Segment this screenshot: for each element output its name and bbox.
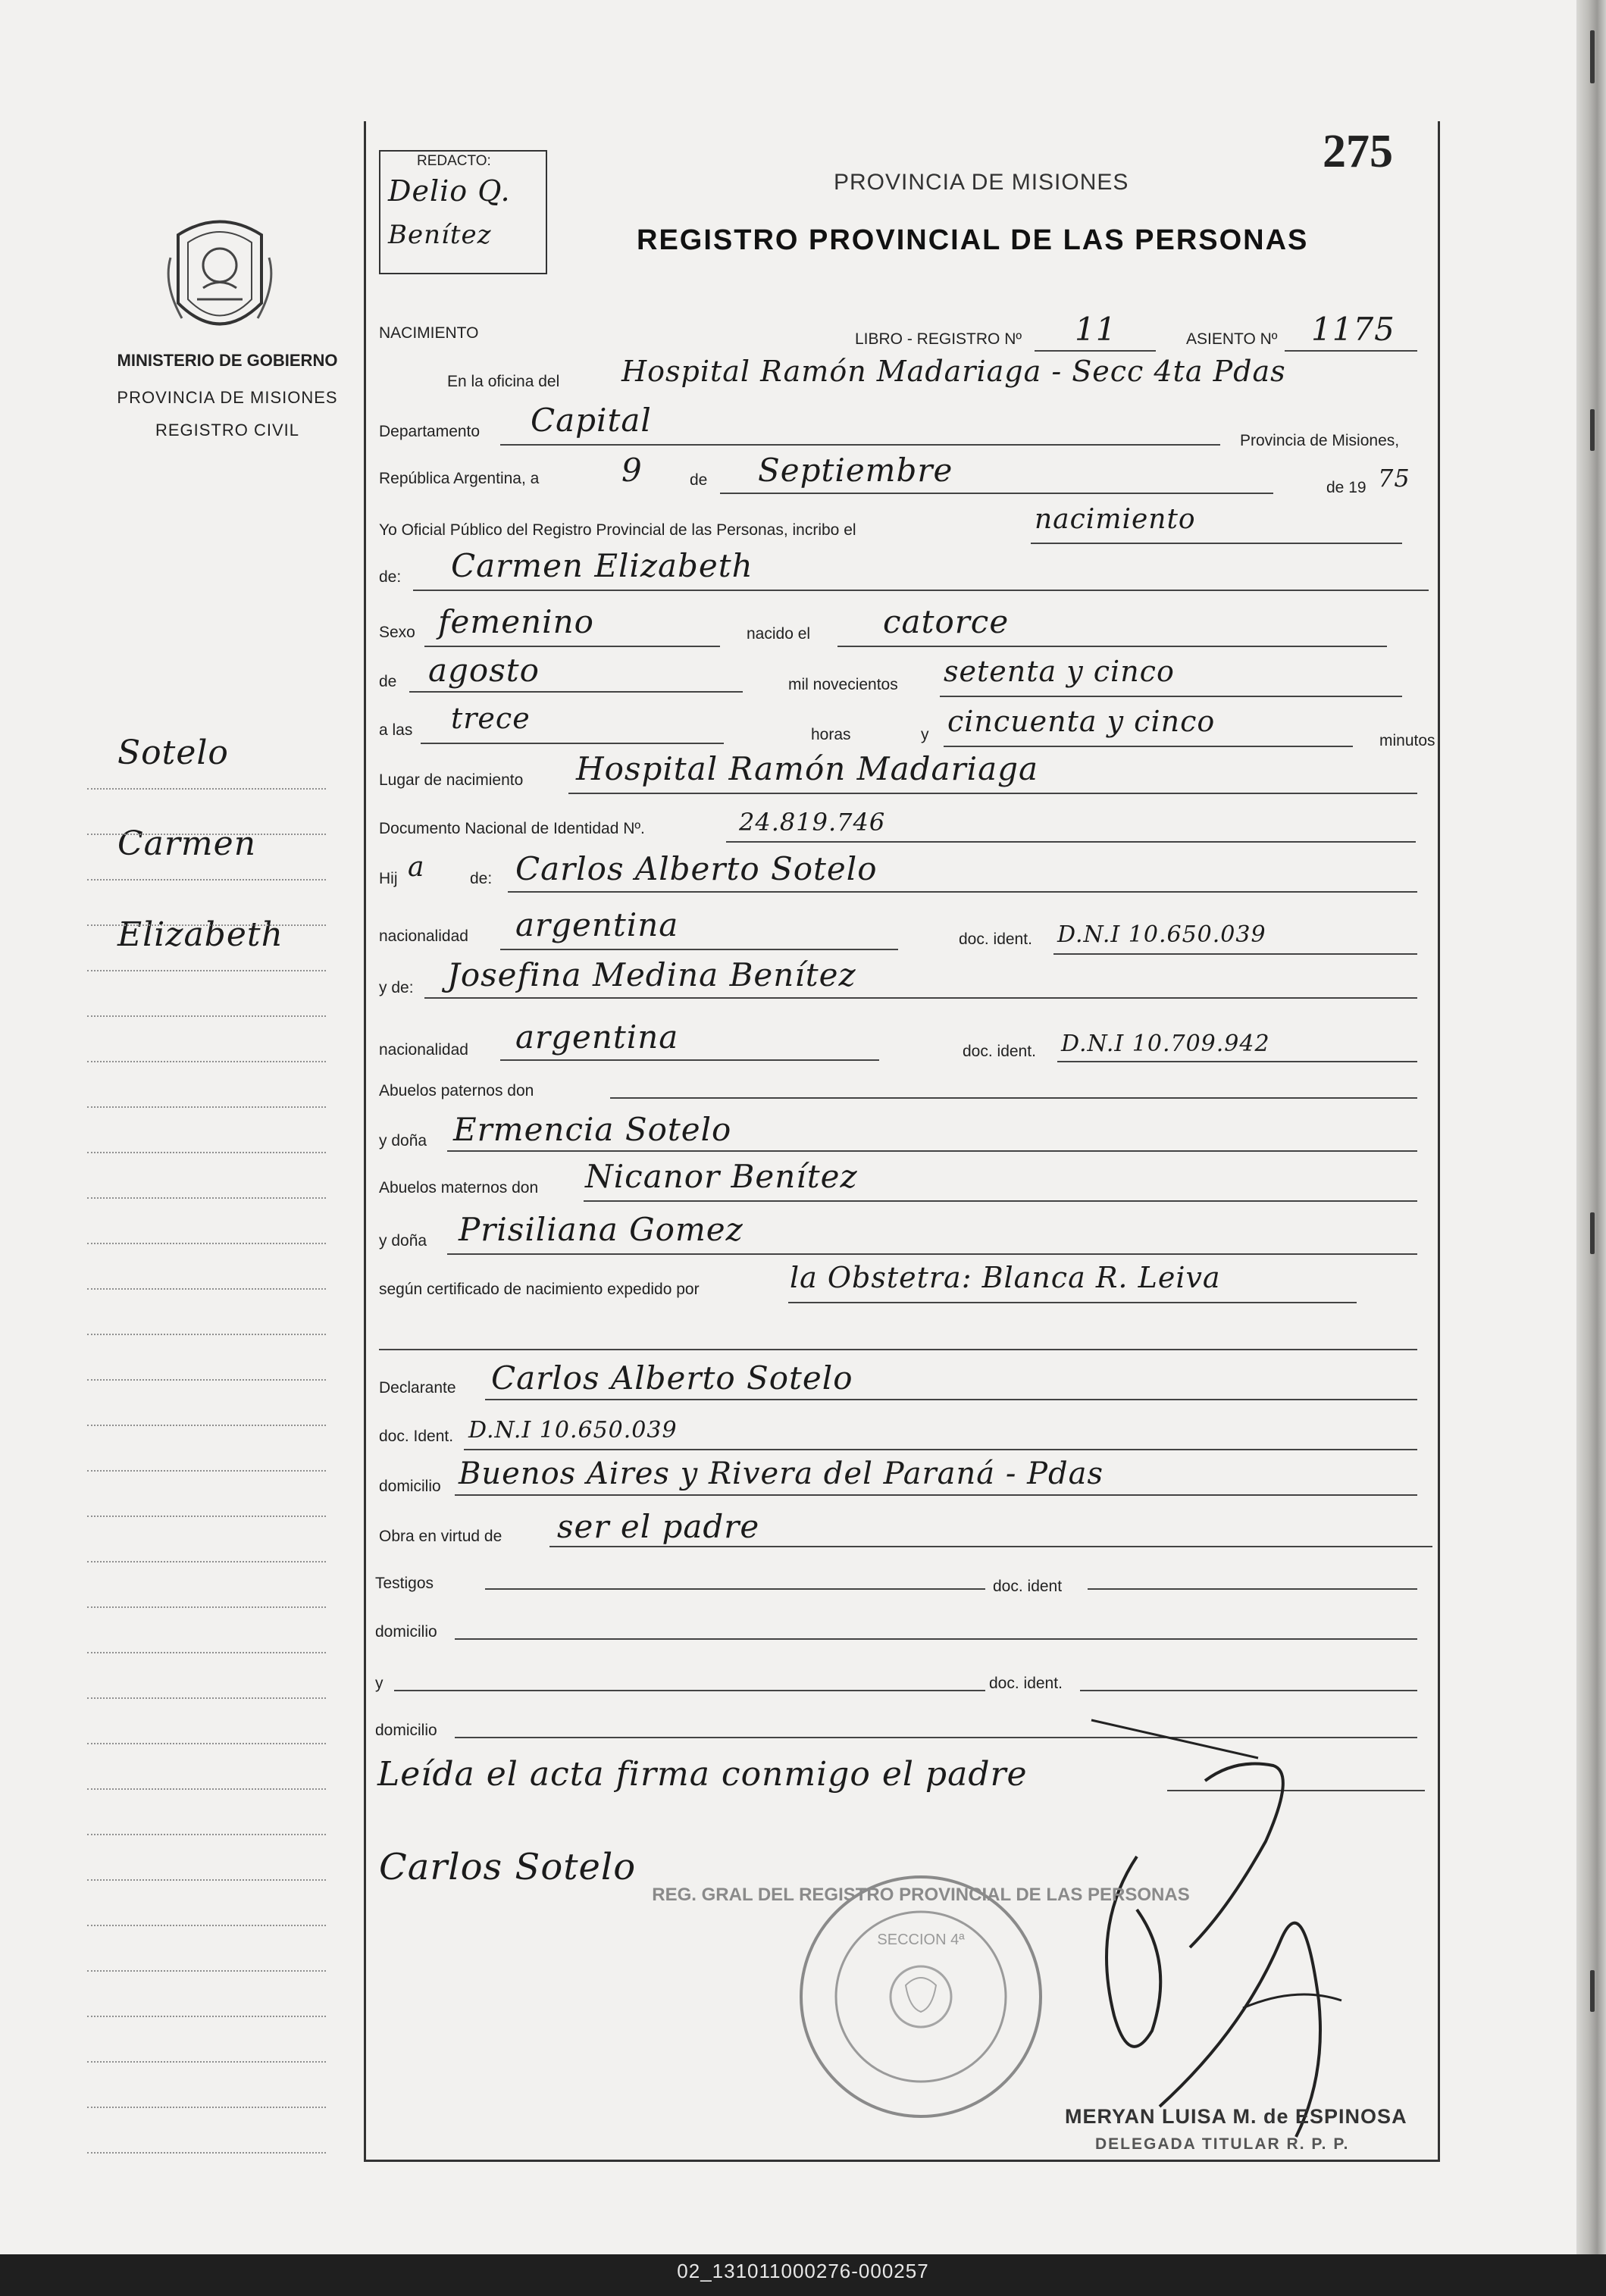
nacido-value: catorce: [883, 603, 1010, 640]
binder-mark: [1590, 409, 1595, 451]
abuelo-materno-underline: [584, 1200, 1417, 1202]
horas-underline: [421, 743, 724, 744]
doc-testigo-1-underline: [1088, 1588, 1417, 1590]
mes-nac-underline: [409, 691, 743, 693]
certificado-underline: [788, 1302, 1357, 1303]
documento-value: 24.819.746: [739, 808, 886, 837]
mes-nac-value: agosto: [428, 652, 540, 689]
declarante-value: Carlos Alberto Sotelo: [491, 1359, 853, 1397]
asiento-label: ASIENTO Nº: [1186, 330, 1278, 348]
testigos-label: Testigos: [375, 1575, 434, 1592]
binder-mark: [1590, 30, 1595, 83]
page-number: 275: [1323, 126, 1393, 177]
nacionalidad-madre-underline: [500, 1059, 879, 1061]
padre-underline: [508, 891, 1417, 893]
y-testigo-2-label: y: [375, 1675, 383, 1692]
oficina-label: En la oficina del: [447, 373, 560, 390]
departamento-underline: [500, 444, 1220, 446]
mes-underline: [720, 493, 1273, 494]
stamp-inner-text: SECCION 4ª: [877, 1932, 965, 1948]
stamp-ring-text: REG. GRAL DEL REGISTRO PROVINCIAL DE LAS PERSONAS: [652, 1885, 1190, 1905]
margin-line: [87, 1970, 326, 1972]
margin-line: [87, 1152, 326, 1153]
official-name: MERYAN LUISA M. de ESPINOSA: [1065, 2105, 1407, 2128]
y-de-label: y de:: [379, 979, 414, 996]
doc-ident-testigo-1-label: doc. ident: [993, 1578, 1063, 1595]
hijo-label: Hij: [379, 870, 398, 887]
redacto-handwriting: Benítez: [388, 220, 492, 250]
oficial-underline: [1031, 543, 1402, 544]
margin-line: [87, 1652, 326, 1653]
libro-underline: [1035, 350, 1156, 352]
departamento-value: Capital: [531, 402, 652, 439]
margin-line: [87, 834, 326, 835]
ministry-heading: MINISTERIO DE GOBIERNO: [117, 351, 338, 370]
redacto-box: [379, 150, 547, 274]
lugar-label: Lugar de nacimiento: [379, 771, 524, 789]
margin-line: [87, 1925, 326, 1926]
declarante-label: Declarante: [379, 1379, 456, 1397]
asiento-value: 1175: [1311, 311, 1395, 348]
mil-label: mil novecientos: [788, 676, 898, 693]
margin-line: [87, 2107, 326, 2108]
lugar-underline: [568, 793, 1417, 794]
margin-line: [87, 1379, 326, 1381]
minutos-underline: [944, 746, 1353, 747]
nacionalidad-madre-value: argentina: [515, 1018, 679, 1056]
abuelo-materno-value: Nicanor Benítez: [585, 1158, 858, 1195]
domicilio-underline: [455, 1494, 1417, 1496]
margin-line: [87, 1243, 326, 1244]
form-frame-right: [1438, 121, 1440, 2160]
de-label: de: [690, 471, 708, 489]
margin-line: [87, 1788, 326, 1790]
sexo-value: femenino: [438, 603, 594, 640]
abuelo-paterno-underline: [610, 1097, 1417, 1099]
doc-padre-underline: [1053, 953, 1417, 955]
doc-declarante-label: doc. Ident.: [379, 1428, 454, 1445]
a-las-label: a las: [379, 721, 413, 739]
doc-padre-value: D.N.I 10.650.039: [1057, 921, 1266, 948]
departamento-label: Departamento: [379, 423, 481, 440]
margin-line: [87, 1288, 326, 1290]
provincia-label: Provincia de Misiones,: [1240, 432, 1400, 449]
obra-value: ser el padre: [557, 1508, 760, 1545]
mil-underline: [940, 696, 1402, 697]
margin-line: [87, 1697, 326, 1699]
registry-subheading: REGISTRO CIVIL: [155, 421, 300, 439]
margin-line: [87, 1334, 326, 1335]
margin-line: [87, 2061, 326, 2063]
file-code: 02_131011000276-000257: [677, 2260, 929, 2282]
libro-value: 11: [1075, 311, 1117, 348]
margin-line: [87, 1516, 326, 1517]
registry-title: REGISTRO PROVINCIAL DE LAS PERSONAS: [637, 224, 1309, 256]
margin-line: [87, 1061, 326, 1062]
margin-line: [87, 924, 326, 926]
padre-value: Carlos Alberto Sotelo: [515, 850, 878, 887]
doc-ident-testigo-2-label: doc. ident.: [989, 1675, 1063, 1692]
obra-underline: [549, 1546, 1432, 1547]
margin-line: [87, 879, 326, 881]
hijo-de-label: de:: [470, 870, 493, 887]
margin-line: [87, 788, 326, 790]
margin-surname: Sotelo: [117, 734, 229, 772]
oficial-value: nacimiento: [1035, 504, 1196, 535]
horas-label: horas: [811, 726, 851, 743]
declarant-signature: Carlos Sotelo: [379, 1846, 637, 1888]
de-nombre-label: de:: [379, 568, 402, 586]
minutos-value: cincuenta y cinco: [947, 705, 1216, 738]
domicilio-value: Buenos Aires y Rivera del Paraná - Pdas: [459, 1456, 1104, 1491]
abuela-paterna-value: Ermencia Sotelo: [453, 1111, 732, 1148]
nacionalidad-padre-value: argentina: [515, 906, 679, 943]
mes-value: Septiembre: [758, 452, 953, 489]
libro-label: LIBRO - REGISTRO Nº: [855, 330, 1022, 348]
nombre-value: Carmen Elizabeth: [451, 547, 753, 584]
domicilio-testigo-2-label: domicilio: [375, 1722, 437, 1739]
minutos-label: minutos: [1379, 732, 1435, 749]
official-title: DELEGADA TITULAR R. P. P.: [1095, 2135, 1350, 2153]
doc-padre-label: doc. ident.: [959, 931, 1032, 948]
asiento-underline: [1285, 350, 1417, 352]
margin-line: [87, 1561, 326, 1562]
anio-prefix: de 19: [1326, 479, 1367, 496]
testigo-1-underline: [485, 1588, 985, 1590]
province-title: PROVINCIA DE MISIONES: [834, 170, 1129, 195]
nacido-underline: [837, 646, 1387, 647]
margin-line: [87, 1470, 326, 1472]
margin-line: [87, 970, 326, 971]
abuela-materna-value: Prisiliana Gomez: [459, 1211, 744, 1248]
abuelos-maternos-label: Abuelos maternos don: [379, 1179, 539, 1196]
official-stamp-icon: [652, 1872, 1190, 2122]
anio-value: 75: [1378, 464, 1410, 493]
coat-of-arms-icon: [159, 212, 280, 341]
lugar-value: Hospital Ramón Madariaga: [576, 750, 1039, 787]
margin-line: [87, 1743, 326, 1744]
madre-value: Josefina Medina Benítez: [447, 956, 856, 993]
oficina-value: Hospital Ramón Madariaga - Secc 4ta Pdas: [621, 355, 1286, 388]
republica-label: República Argentina, a: [379, 470, 540, 487]
y-dona-paterna-label: y doña: [379, 1132, 427, 1150]
doc-testigo-2-underline: [1080, 1690, 1417, 1691]
margin-line: [87, 2016, 326, 2017]
dia-value: 9: [621, 452, 643, 489]
de-mes-label: de: [379, 673, 397, 690]
doc-madre-value: D.N.I 10.709.942: [1061, 1031, 1270, 1057]
testigo-2-underline: [394, 1690, 985, 1691]
hijo-suffix: a: [408, 852, 425, 883]
margin-second-name: Elizabeth: [117, 915, 283, 954]
documento-underline: [726, 841, 1416, 843]
sexo-underline: [424, 646, 720, 647]
declarante-underline: [485, 1399, 1417, 1400]
nacionalidad-padre-underline: [500, 949, 898, 950]
form-frame-left: [364, 121, 366, 2160]
margin-line: [87, 1425, 326, 1426]
nombre-underline: [413, 590, 1429, 591]
margin-line: [87, 1879, 326, 1881]
redacto-label: REDACTO:: [417, 153, 491, 169]
certificado-label: según certificado de nacimiento expedido por: [379, 1281, 700, 1298]
y-label: y: [921, 726, 929, 743]
obra-label: Obra en virtud de: [379, 1528, 502, 1545]
doc-madre-label: doc. ident.: [963, 1043, 1036, 1060]
domicilio-label: domicilio: [379, 1478, 441, 1495]
madre-underline: [424, 997, 1417, 999]
margin-line: [87, 1106, 326, 1108]
binder-mark: [1590, 1970, 1595, 2012]
province-subheading: PROVINCIA DE MISIONES: [117, 388, 338, 407]
nacido-label: nacido el: [747, 625, 811, 643]
redacto-handwriting: Delio Q.: [388, 174, 511, 208]
margin-line: [87, 1197, 326, 1199]
nacionalidad-padre-label: nacionalidad: [379, 927, 468, 945]
margin-line: [87, 2152, 326, 2154]
margin-line: [87, 1015, 326, 1017]
doc-declarante-underline: [464, 1449, 1417, 1450]
mil-value: setenta y cinco: [944, 655, 1175, 688]
horas-value: trece: [451, 702, 531, 735]
margin-line: [87, 1606, 326, 1608]
binder-edge: [1576, 0, 1606, 2254]
y-dona-materna-label: y doña: [379, 1232, 427, 1250]
nacimiento-label: NACIMIENTO: [379, 324, 479, 342]
sexo-label: Sexo: [379, 624, 415, 641]
doc-madre-underline: [1057, 1061, 1417, 1062]
margin-first-name: Carmen: [117, 824, 257, 863]
doc-declarante-value: D.N.I 10.650.039: [468, 1417, 678, 1444]
binder-mark: [1590, 1212, 1595, 1254]
domicilio-testigo-1-label: domicilio: [375, 1623, 437, 1641]
certificado-underline-2: [379, 1349, 1417, 1350]
documento-label: Documento Nacional de Identidad Nº.: [379, 820, 645, 837]
abuelos-paternos-label: Abuelos paternos don: [379, 1082, 534, 1100]
certificado-value: la Obstetra: Blanca R. Leiva: [790, 1261, 1221, 1294]
closing-statement: Leída el acta firma conmigo el padre: [377, 1755, 1028, 1794]
abuela-paterna-underline: [447, 1150, 1417, 1152]
domicilio-testigo-1-underline: [455, 1638, 1417, 1640]
abuela-materna-underline: [447, 1253, 1417, 1255]
margin-line: [87, 1834, 326, 1835]
oficial-label: Yo Oficial Público del Registro Provincial de las Personas, incribo el: [379, 521, 856, 539]
nacionalidad-madre-label: nacionalidad: [379, 1041, 468, 1059]
